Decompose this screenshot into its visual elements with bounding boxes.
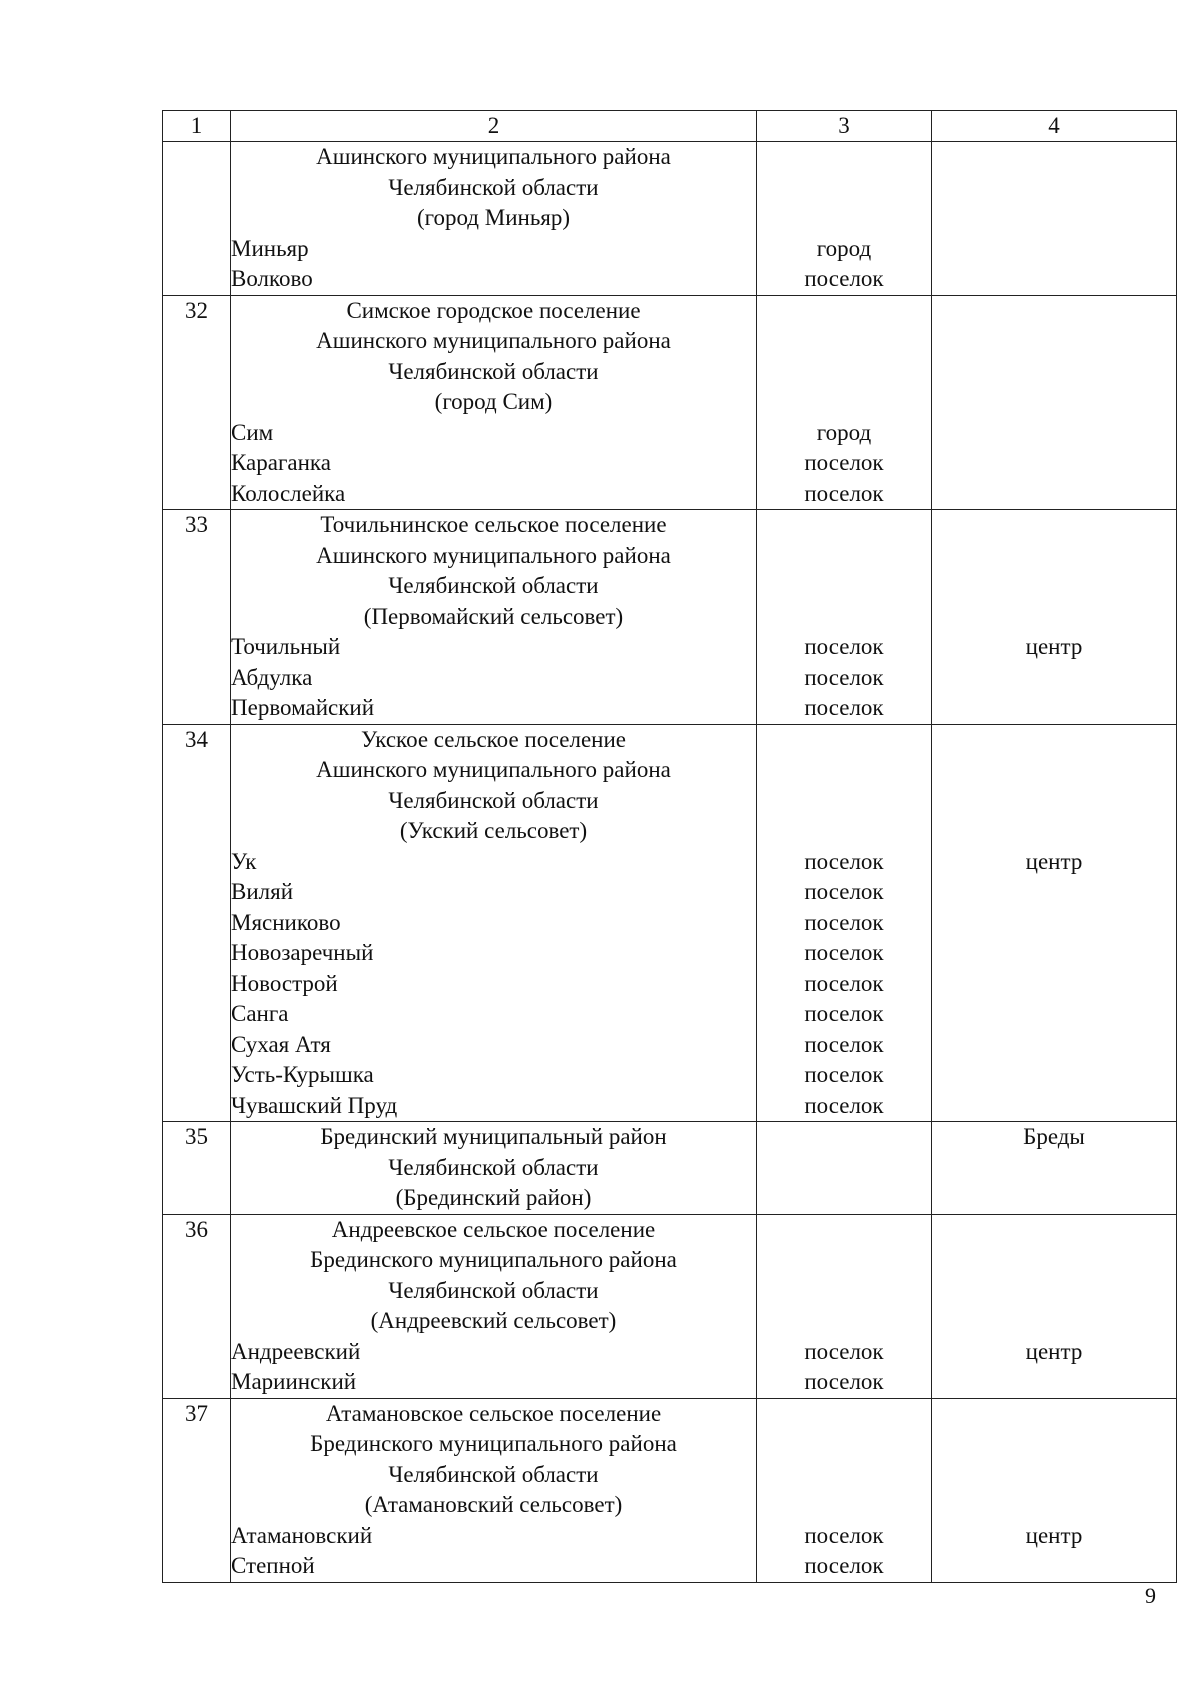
spacer-line [932, 725, 1176, 756]
spacer-line [932, 1245, 1176, 1276]
settlement-type: поселок [804, 1001, 884, 1026]
settlement-type: город [816, 419, 872, 445]
settlement-type-cell [757, 1398, 932, 1582]
municipality-cell [231, 510, 757, 725]
municipality-title-line: Симское городское поселение [346, 297, 641, 323]
settlement-type: поселок [804, 664, 884, 690]
settlement-type: поселок [804, 970, 884, 996]
settlement-type: поселок [804, 480, 884, 506]
table-row [163, 142, 1177, 296]
settlement-name: Усть-Курышка [231, 1062, 374, 1087]
header-col-2: 2 [231, 111, 757, 142]
settlement-name: Новострой [231, 970, 338, 996]
note-cell [932, 510, 1177, 725]
note-text: Бреды [1023, 1124, 1085, 1149]
settlement-type: город [816, 235, 872, 261]
municipality-title-line: Брединского муниципального района [310, 1431, 677, 1456]
row-number [163, 142, 231, 296]
settlements-table [162, 110, 1177, 1583]
settlement-type: поселок [804, 1338, 884, 1364]
spacer-line [932, 571, 1176, 602]
spacer-line [757, 1183, 931, 1214]
municipality-title-line: Челябинской области [388, 358, 599, 384]
settlement-type: поселок [804, 266, 884, 291]
table-row [163, 1398, 1177, 1582]
spacer-line [757, 1490, 931, 1521]
spacer-line [757, 725, 931, 756]
settlement-name: Мариинский [231, 1369, 357, 1394]
settlement-name: Волково [231, 266, 313, 291]
municipality-title-line: Брединского муниципального района [310, 1247, 677, 1272]
spacer-line [932, 541, 1176, 572]
spacer-line [932, 816, 1176, 847]
row-number-text: 33 [185, 512, 208, 537]
spacer-line [757, 387, 931, 418]
municipality-cell [231, 1122, 757, 1215]
settlement-type: поселок [804, 848, 884, 874]
spacer-line [757, 1399, 931, 1430]
spacer-line [757, 816, 931, 847]
settlement-type-cell [757, 510, 932, 725]
municipality-title-line: Челябинской области [388, 1277, 599, 1303]
spacer-line [757, 357, 931, 388]
municipality-title-line: (город Сим) [434, 389, 553, 414]
municipality-title-line: Ашинского муниципального района [316, 757, 671, 782]
municipality-title-line: Челябинской области [388, 1461, 599, 1487]
spacer-line [932, 510, 1176, 541]
municipality-cell [231, 1214, 757, 1398]
spacer-line [932, 1306, 1176, 1337]
municipality-title-line: Челябинской области [388, 174, 599, 200]
spacer-line [757, 326, 931, 357]
settlement-name: Степной [231, 1553, 315, 1578]
settlement-name: Андреевский [231, 1338, 361, 1364]
settlement-name: Мясниково [231, 909, 341, 935]
spacer-line [932, 755, 1176, 786]
spacer-line [932, 1490, 1176, 1521]
spacer-line [757, 173, 931, 204]
spacer-line [757, 1215, 931, 1246]
settlement-type-cell [757, 295, 932, 510]
row-number [163, 510, 231, 725]
note-text: центр [1025, 1522, 1083, 1548]
settlement-name: Сим [231, 419, 274, 445]
spacer-line [757, 755, 931, 786]
table-body [163, 142, 1177, 1583]
spacer-line [932, 1276, 1176, 1307]
municipality-title-line: (город Миньяр) [416, 205, 571, 230]
settlement-type: поселок [804, 450, 884, 475]
header-col-4: 4 [932, 111, 1177, 142]
municipality-title-line: Атамановское сельское поселение [325, 1400, 662, 1426]
municipality-title-line: Челябинской области [388, 573, 599, 598]
spacer-line [757, 510, 931, 541]
table-row [163, 724, 1177, 1122]
settlement-type: поселок [804, 695, 884, 720]
row-number [163, 295, 231, 510]
settlement-type: поселок [804, 1062, 884, 1087]
settlement-name: Абдулка [231, 664, 313, 690]
header-col-1: 1 [163, 111, 231, 142]
municipality-title-line: Челябинской области [388, 1154, 599, 1180]
settlement-name: Колослейка [231, 480, 346, 506]
municipality-title-line: Брединский муниципальный район [320, 1124, 667, 1149]
spacer-line [932, 1215, 1176, 1246]
municipality-title-line: (Укский сельсовет) [399, 818, 588, 843]
note-cell [932, 1214, 1177, 1398]
municipality-title-line: Челябинской области [388, 787, 599, 813]
row-number-text [163, 142, 230, 173]
page-number: 9 [1145, 1583, 1156, 1608]
municipality-title-line: (Андреевский сельсовет) [370, 1308, 617, 1333]
spacer-line [757, 1153, 931, 1184]
spacer-line [757, 1245, 931, 1276]
note-cell [932, 1122, 1177, 1215]
note-text: центр [1025, 848, 1083, 874]
settlement-type: поселок [804, 1522, 884, 1548]
spacer-line [757, 1460, 931, 1491]
row-number [163, 1214, 231, 1398]
settlement-type-cell [757, 1214, 932, 1398]
settlement-type: поселок [804, 634, 884, 659]
settlement-type: поселок [804, 879, 884, 904]
settlement-type: поселок [804, 1553, 884, 1578]
settlement-type-cell [757, 724, 932, 1122]
settlement-type: поселок [804, 1092, 884, 1118]
row-number-text: 37 [185, 1400, 208, 1426]
spacer-line [757, 541, 931, 572]
row-number-text: 36 [185, 1216, 208, 1242]
spacer-line [757, 602, 931, 633]
note-text: центр [1025, 1338, 1083, 1364]
note-text: центр [1025, 634, 1083, 659]
row-number-text: 35 [185, 1124, 208, 1149]
settlement-name: Миньяр [231, 235, 309, 261]
settlement-type: поселок [804, 909, 884, 935]
municipality-title-line: Точильнинское сельское поселение [320, 512, 667, 537]
table-row [163, 1122, 1177, 1215]
spacer-line [932, 602, 1176, 633]
row-number [163, 724, 231, 1122]
municipality-title-line: (Атамановский сельсовет) [364, 1492, 623, 1517]
settlement-name: Новозаречный [231, 940, 374, 965]
spacer-line [757, 1122, 931, 1153]
settlement-name: Караганка [231, 450, 331, 475]
spacer-line [932, 1429, 1176, 1460]
note-cell [932, 724, 1177, 1122]
municipality-title-line: (Первомайский сельсовет) [363, 603, 624, 629]
row-number [163, 1122, 231, 1215]
municipality-title-line: (Брединский район) [395, 1185, 592, 1210]
spacer-line [757, 786, 931, 817]
settlement-type: поселок [804, 1031, 884, 1057]
municipality-cell [231, 1398, 757, 1582]
municipality-cell [231, 295, 757, 510]
spacer-line [932, 1460, 1176, 1491]
spacer-line [932, 786, 1176, 817]
spacer-line [757, 1429, 931, 1460]
note-cell [932, 295, 1177, 510]
settlement-name: Санга [231, 1001, 289, 1026]
header-col-3: 3 [757, 111, 932, 142]
settlement-name: Сухая Атя [231, 1031, 331, 1057]
row-number [163, 1398, 231, 1582]
settlement-name: Атамановский [231, 1522, 373, 1548]
table-header-row [163, 111, 1177, 142]
settlement-name: Ук [231, 848, 257, 874]
table-row [163, 295, 1177, 510]
municipality-title-line: Ашинского муниципального района [316, 144, 671, 169]
spacer-line [757, 203, 931, 234]
table-row [163, 1214, 1177, 1398]
spacer-line [757, 1306, 931, 1337]
row-number-text: 32 [185, 297, 208, 323]
spacer-line [757, 296, 931, 327]
municipality-title-line: Укское сельское поселение [360, 726, 627, 752]
municipality-title-line: Андреевское сельское поселение [331, 1216, 656, 1242]
settlement-type-cell [757, 1122, 932, 1215]
spacer-line [932, 1399, 1176, 1430]
spacer-line [757, 142, 931, 173]
settlement-type-cell [757, 142, 932, 296]
row-number-text: 34 [185, 726, 208, 752]
municipality-cell [231, 724, 757, 1122]
note-cell [932, 1398, 1177, 1582]
settlement-type: поселок [804, 940, 884, 965]
settlement-name: Точильный [231, 634, 341, 659]
spacer-line [757, 571, 931, 602]
municipality-cell [231, 142, 757, 296]
settlement-name: Чувашский Пруд [231, 1092, 398, 1118]
settlement-name: Первомайский [231, 695, 374, 720]
settlement-name: Виляй [231, 879, 294, 904]
municipality-title-line: Ашинского муниципального района [316, 328, 671, 353]
settlement-type: поселок [804, 1369, 884, 1394]
table-row [163, 510, 1177, 725]
municipality-title-line: Ашинского муниципального района [316, 542, 671, 568]
note-cell [932, 142, 1177, 296]
spacer-line [757, 1276, 931, 1307]
